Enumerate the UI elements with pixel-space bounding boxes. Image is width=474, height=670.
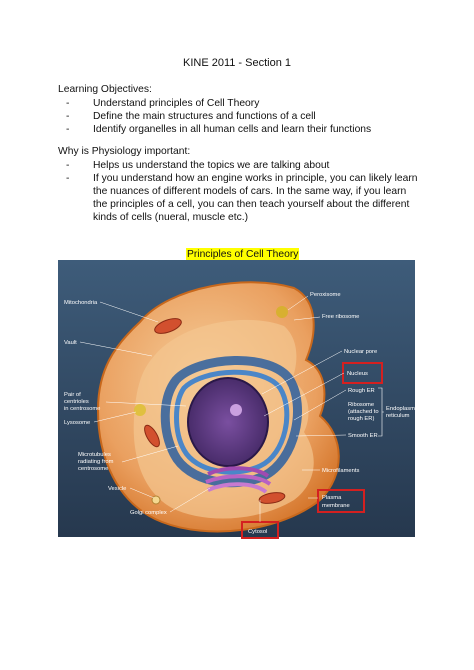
label-nuclear-pore: Nuclear pore: [344, 349, 378, 355]
lysosome-shape: [134, 404, 146, 416]
label-centrioles-1: Pair of: [64, 392, 81, 398]
label-rough-er: Rough ER: [348, 388, 375, 394]
nucleolus-shape: [230, 404, 242, 416]
label-centrioles-2: centrioles: [64, 399, 89, 405]
label-er-1: Endoplasmic: [386, 406, 420, 412]
label-vault: Vault: [64, 340, 77, 346]
bullet-dash: -: [66, 98, 70, 109]
learning-objectives-heading: Learning Objectives:: [58, 84, 152, 95]
figure-title: Principles of Cell Theory: [187, 249, 299, 260]
label-centrioles-3: in centrosome: [64, 406, 101, 412]
label-ribosome-2: (attached to: [348, 409, 379, 415]
label-mitochondria: Mitochondria: [64, 300, 98, 306]
peroxisome-shape: [276, 306, 288, 318]
cell-diagram: [58, 260, 420, 537]
label-smooth-er: Smooth ER: [348, 433, 378, 439]
label-peroxisome: Peroxisome: [310, 292, 341, 298]
label-microfilaments: Microfilaments: [322, 468, 360, 474]
bullet-dash: -: [66, 173, 70, 184]
why-physiology-heading: Why is Physiology important:: [58, 146, 191, 157]
label-microtubules-3: centrosome: [78, 466, 109, 472]
objective-text: Identify organelles in all human cells and learn their functions: [93, 124, 372, 135]
why-text: Helps us understand the topics we are talking about: [93, 160, 330, 171]
label-vesicle: Vesicle: [108, 486, 127, 492]
bullet-dash: -: [66, 160, 70, 171]
label-plasma-membrane-1: Plasma: [322, 495, 342, 501]
label-er-2: reticulum: [386, 413, 410, 419]
bullet-dash: -: [66, 111, 70, 122]
nucleus-shape: [188, 378, 268, 466]
objective-text: Define the main structures and functions of a cell: [93, 111, 316, 122]
label-ribosome-1: Ribosome: [348, 402, 375, 408]
label-plasma-membrane-2: membrane: [322, 503, 350, 509]
label-microtubules-2: radiating from: [78, 459, 114, 465]
label-lysosome: Lysosome: [64, 420, 91, 426]
label-microtubules-1: Microtubules: [78, 452, 111, 458]
label-cytosol: Cytosol: [248, 529, 268, 535]
bullet-dash: -: [66, 124, 70, 135]
label-nucleus: Nucleus: [347, 371, 368, 377]
why-text: If you understand how an engine works in principle, you can likely learn the nuances of different models of cars. In the same way, if you learn the principles of a cell, you can then teach yourself about the different kinds of cells (nueral, muscle etc.): [93, 173, 418, 223]
label-free-ribosome: Free ribosome: [322, 314, 360, 320]
vesicle-shape: [152, 496, 160, 504]
cell-illustration: [58, 260, 420, 537]
objective-text: Understand principles of Cell Theory: [93, 98, 260, 109]
label-ribosome-3: rough ER): [348, 416, 375, 422]
label-golgi: Golgi complex: [130, 510, 167, 516]
page-title: KINE 2011 - Section 1: [182, 57, 292, 69]
